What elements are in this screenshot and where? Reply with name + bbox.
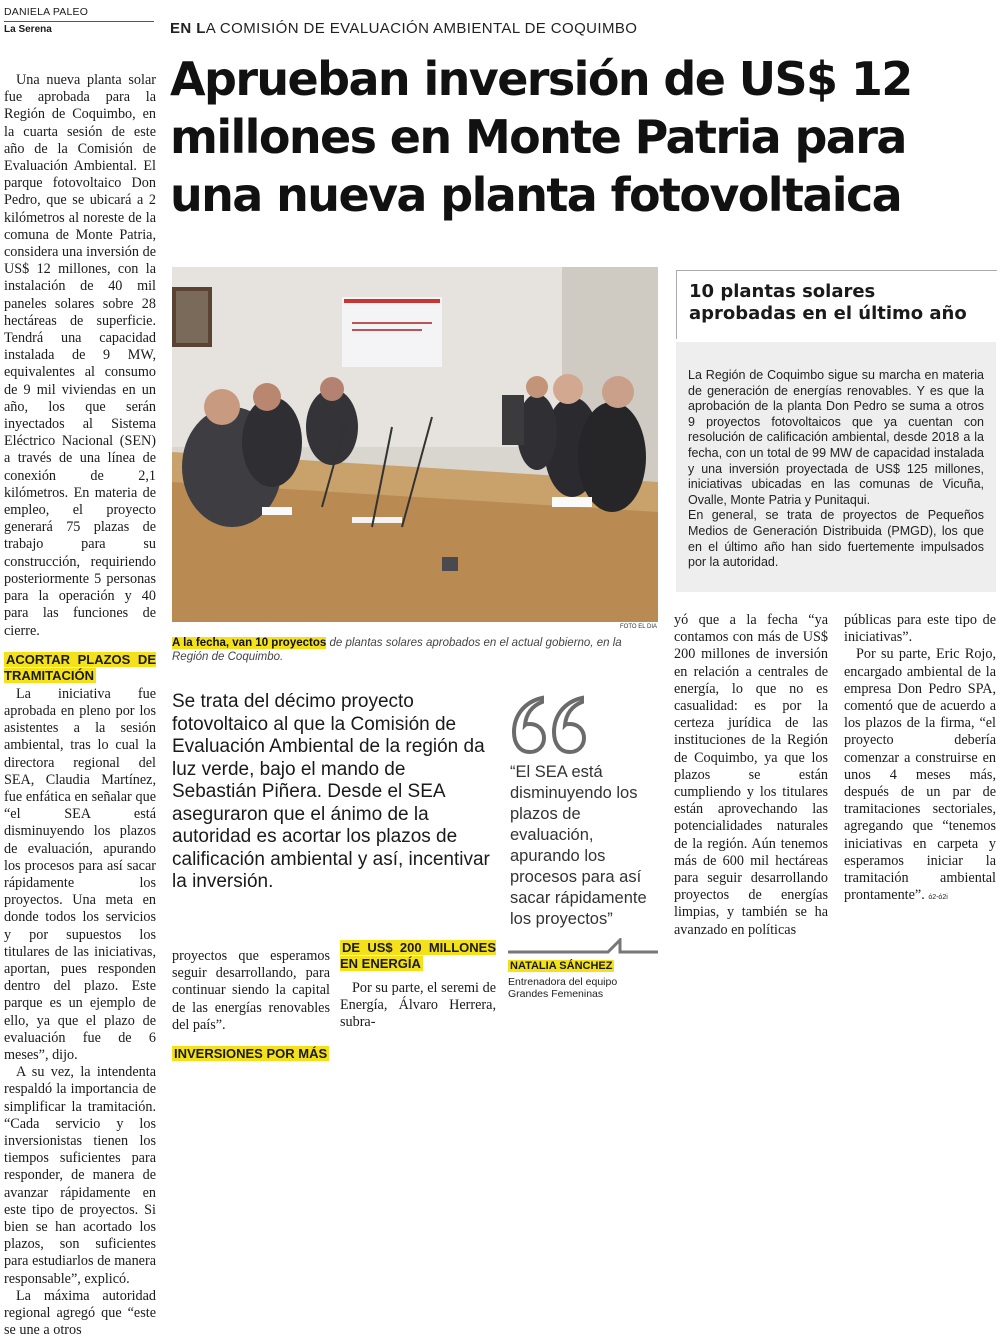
- subheading: [340, 940, 496, 972]
- subheading-text: ACORTAR PLAZOS DE TRAMITACIÓN: [4, 651, 156, 683]
- article-column-bottom-a: [172, 948, 330, 1062]
- kicker-rest: A COMISIÓN DE EVALUACIÓN AMBIENTAL DE COQUIMBO: [205, 20, 638, 37]
- quote-author-name: NATALIA SÁNCHEZ: [510, 960, 613, 972]
- subheading: [4, 652, 156, 684]
- article-column-right-2: [844, 612, 996, 906]
- subheading-text: DE US$ 200 MILLONES EN ENERGÍA: [340, 940, 496, 971]
- author-name: DANIELA PALEO: [4, 6, 89, 18]
- sidebar-box: [676, 270, 996, 592]
- caption-text: de plantas solares aprobados en el actual gobierno, en la Región de Coquimbo.: [172, 637, 622, 663]
- box-body: [676, 342, 996, 592]
- byline-city: La Serena: [4, 24, 52, 35]
- meeting-photo-illustration: [172, 267, 658, 622]
- paragraph: públicas para este tipo de iniciativas”.: [844, 612, 996, 646]
- kicker-prefix: EN L: [170, 20, 206, 37]
- article-column-left: [4, 72, 156, 1339]
- photo-credit: FOTO EL DIA: [620, 624, 658, 630]
- article-column-bottom-b: [340, 940, 496, 1032]
- paragraph: [844, 646, 996, 906]
- byline-city-wrap: [4, 24, 52, 35]
- box-paragraph: La Región de Coquimbo sigue su marcha en materia de generación de energías renovables. Y es que la aprobación de la planta Don Pedro se suma a otros 9 proyectos fotovoltaicos que ya cuentan con resolución de calificación ambiental, desde 2018 a la fecha, con un total de 99 MW de capacidad instalada y una inversión proyectada de US$ 125 millones, iniciativas ubicadas en las comunas de Vicuña, Ovalle, Monte Patria y Punitaqui.: [688, 368, 984, 507]
- byline: [4, 6, 154, 18]
- paragraph: Por su parte, el seremi de Energía, Álvaro Herrera, subra-: [340, 980, 496, 1031]
- paragraph: proyectos que esperamos seguir desarrollando, para continuar siendo la capital de las energías renovables del país”.: [172, 948, 330, 1033]
- end-mark: ó2-ó2i: [928, 894, 948, 902]
- box-paragraph: En general, se trata de proyectos de Pequeños Medios de Generación Distribuida (PMGD), los que en el último año han sido fuertemente impulsados por la autoridad.: [688, 508, 984, 570]
- paragraph: La iniciativa fue aprobada en pleno por los asistentes a la sesión ambiental, tras lo cual la directora regional del SEA, Claudia Martínez, fue enfática en señalar que “el SEA está disminuyendo los plazos de evaluación, apurando los procesos para así sacar rápidamente los proyectos. Una meta en donde todos los servicios y por supuestos los titulares de las iniciativas, aportan, pues responden dentro del plazo. Este parque es un ejemplo de ello, ya que el plazo de evaluación fue de 6 meses”, dijo.: [4, 685, 156, 1063]
- quote-text: “El SEA está disminuyendo los plazos de evaluación, apurando los procesos para así sacar rápidamente los proyectos”: [510, 763, 647, 928]
- paragraph: yó que a la fecha “ya contamos con más de US$ 200 millones de inversión en relación a centrales de energía, lo que no es casualidad: es por la certeza jurídica de las instituciones de la Región de Coquimbo, ya que los plazos se están cumpliendo y los titulares están aprovechando las potencialidades naturales de la región. Aún tenemos más de 600 mil hectáreas para seguir desarrollando proyectos de energías limpias, y también se ha avanzado en políticas: [674, 612, 828, 938]
- photo-caption: [172, 636, 658, 664]
- article-photo: [172, 267, 658, 622]
- article-column-right-1: [674, 612, 828, 939]
- quote-mark-icon: [508, 692, 588, 756]
- box-title: 10 plantas solares aprobadas en el último año: [689, 281, 967, 324]
- box-text: [688, 368, 984, 571]
- caption-lead: A la fecha, van 10 proyectos: [172, 637, 327, 649]
- subheading: [172, 1046, 330, 1062]
- box-title-frame: [676, 270, 997, 339]
- paragraph-text: Por su parte, Eric Rojo, encargado ambiental de la empresa Don Pedro SPA, comentó que de acuerdo a los plazos de la firma, “el proyecto debería comenzar a construirse en unos 4 meses más, después de un par de tramitaciones sectoriales, agregando que “tenemos iniciativas en carpeta y esperamos iniciar la tramitación ambiental prontamente”.: [844, 646, 996, 904]
- quote-author-role: Entrenadora del equipo Grandes Femeninas: [508, 976, 618, 1000]
- paragraph: A su vez, la intendenta respaldó la importancia de simplificar la tramitación. “Cada servicio y los inversionistas tienen los tiempos suficientes para responder, de manera de avanzar rápidamente en este tipo de proyectos. Si bien se han acortado los plazos, son suficientes para estudiarlos de manera responsable”, explicó.: [4, 1064, 156, 1287]
- byline-divider: [4, 21, 154, 22]
- subheading-text: INVERSIONES POR MÁS: [174, 1046, 328, 1062]
- headline: Aprueban inversión de US$ 12 millones en Monte Patria para una nueva planta fotovoltaica: [170, 52, 912, 222]
- quote-author: [508, 960, 614, 972]
- article-deck: Se trata del décimo proyecto fotovoltaico al que la Comisión de Evaluación Ambiental de la región da luz verde, bajo el mando de Sebastián Piñera. Desde el SEA aseguraron que el ánimo de la autoridad es acortar los plazos de calificación ambiental y así, incentivar la inversión.: [172, 691, 490, 892]
- kicker: [170, 20, 637, 37]
- pull-quote: [508, 692, 658, 1012]
- paragraph: La máxima autoridad regional agregó que “este se une a otros: [4, 1287, 156, 1339]
- paragraph: Una nueva planta solar fue aprobada para la Región de Coquimbo, en la cuarta sesión de este año de la Comisión de Evaluación Ambiental. El parque fotovoltaico Don Pedro, que se ubicará a 2 kilómetros al noreste de la comuna de Monte Patria, considera una inversión de US$ 12 millones, con la instalación de 40 mil paneles solares sobre 28 hectáreas de superficie. Tendrá una capacidad instalada de 9 MW, equivalentes al consumo de 9 mil viviendas en un año, los que serán inyectados al Sistema Eléctrico Nacional (SEN) a través de una línea de conexión de 2,1 kilómetros. En materia de empleo, el proyecto generará 75 plazas de trabajo para su construcción, requiriendo posteriormente 5 personas para la operación y 40 para las funciones de cierre.: [4, 72, 156, 639]
